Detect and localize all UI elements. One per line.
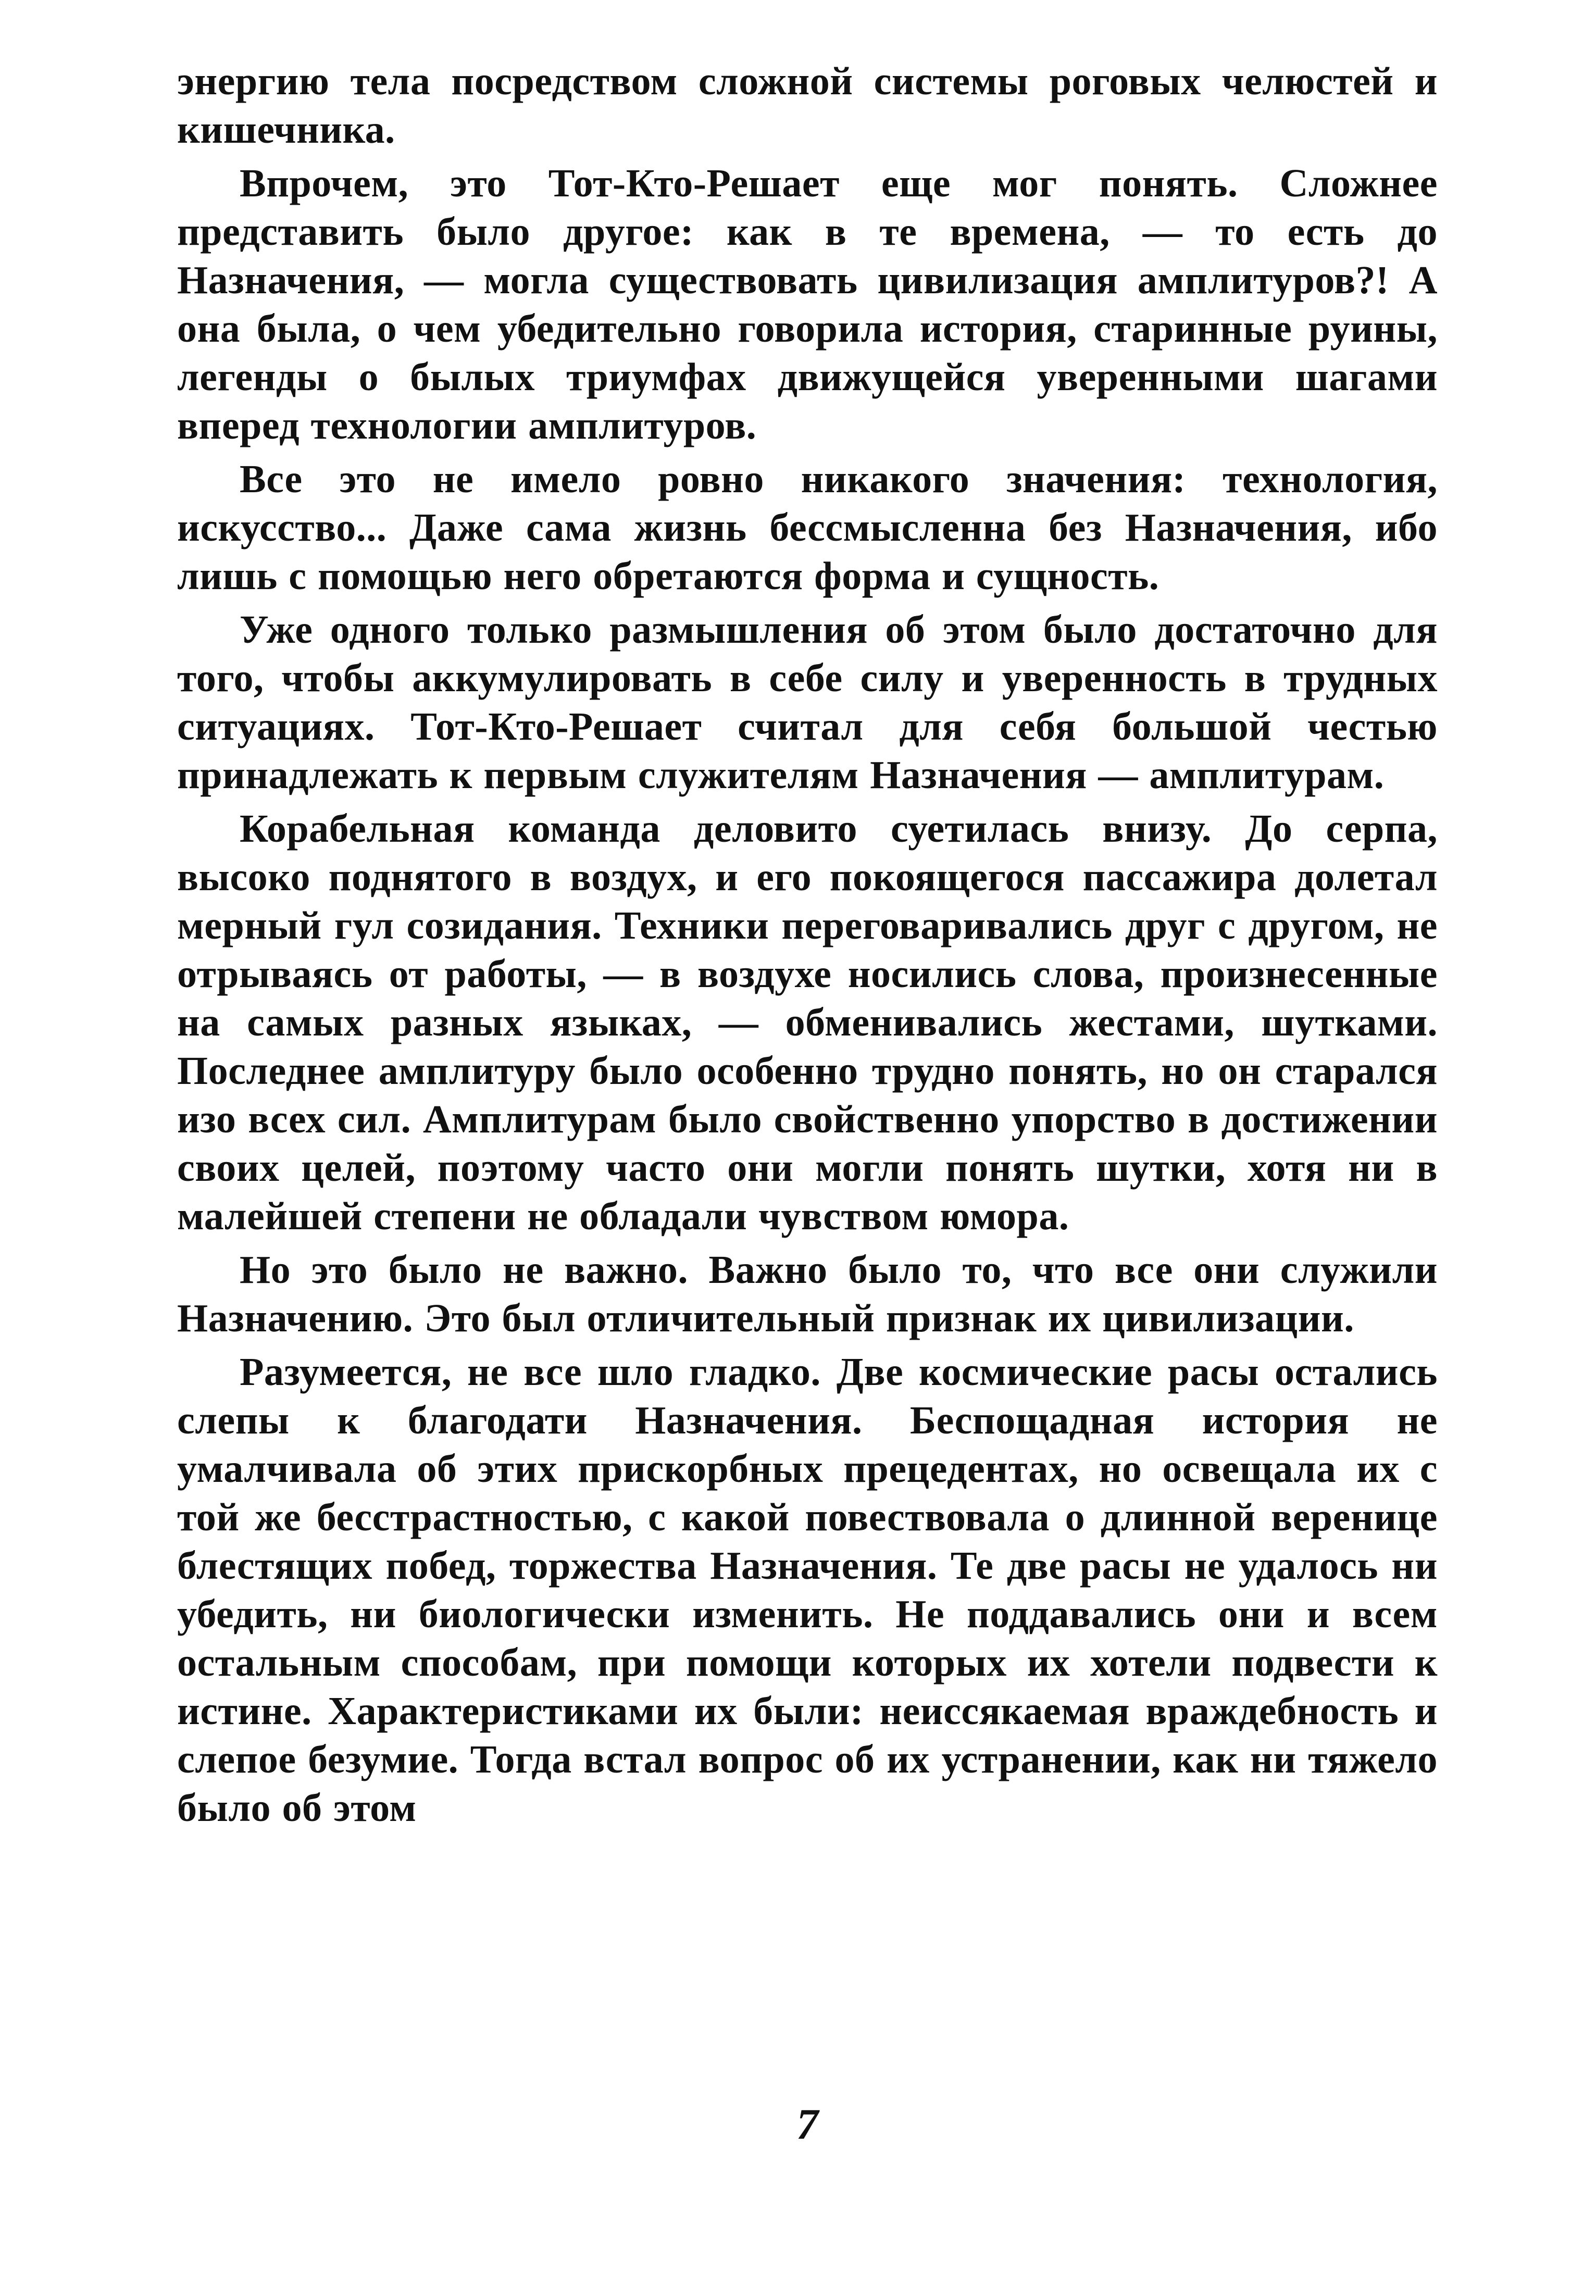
- paragraph-3: Все это не имело ровно никакого значения: технология, искусство... Даже сама жизнь бессмысленна без Назначения, ибо лишь с помощью него обретаются форма и сущность.: [177, 457, 1438, 598]
- paragraph-7: Разумеется, не все шло гладко. Две космические расы остались слепы к благодати Назначения. Беспощадная история не умалчивала об этих прискорбных прецедентах, но освещала их с той же бесстрастностью, с какой повествовала о длинной веренице блестящих побед, торжества Назначения. Те две расы не удалось ни убедить, ни биологически изменить. Не поддавались они и всем остальным способам, при помощи которых их хотели подвести к истине. Характеристиками их были: неиссякаемая враждебность и слепое безумие. Тогда встал вопрос об их устранении, как ни тяжело было об этом: [177, 1350, 1438, 1830]
- body-text: [177, 57, 1438, 1832]
- paragraph-5: Корабельная команда деловито суетилась внизу. До серпа, высоко поднятого в воздух, и его покоящегося пассажира долетал мерный гул созидания. Техники переговаривались друг с другом, не отрываясь от работы, — в воздухе носились слова, произнесенные на самых разных языках, — обменивались жестами, шутками. Последнее амплитуру было особенно трудно понять, но он старался изо всех сил. Амплитурам было свойственно упорство в достижении своих целей, поэтому часто они могли понять шутки, хотя ни в малейшей степени не обладали чувством юмора.: [177, 807, 1438, 1238]
- book-page: [177, 57, 1438, 2245]
- paragraph-2: Впрочем, это Тот-Кто-Решает еще мог понять. Сложнее представить было другое: как в те времена, — то есть до Назначения, — могла существовать цивилизация амплитуров?! А она была, о чем убедительно говорила история, старинные руины, легенды о былых триумфах движущейся уверенными шагами вперед технологии амплитуров.: [177, 161, 1438, 447]
- paragraph-6: Но это было не важно. Важно было то, что все они служили Назначению. Это был отличительный признак их цивилизации.: [177, 1248, 1438, 1340]
- page-number: 7: [796, 2100, 818, 2149]
- paragraph-4: Уже одного только размышления об этом было достаточно для того, чтобы аккумулировать в себе силу и уверенность в трудных ситуациях. Тот-Кто-Решает считал для себя большой честью принадлежать к первым служителям Назначения — амплитурам.: [177, 608, 1438, 797]
- paragraph-1: энергию тела посредством сложной системы роговых челюстей и кишечника.: [177, 59, 1438, 152]
